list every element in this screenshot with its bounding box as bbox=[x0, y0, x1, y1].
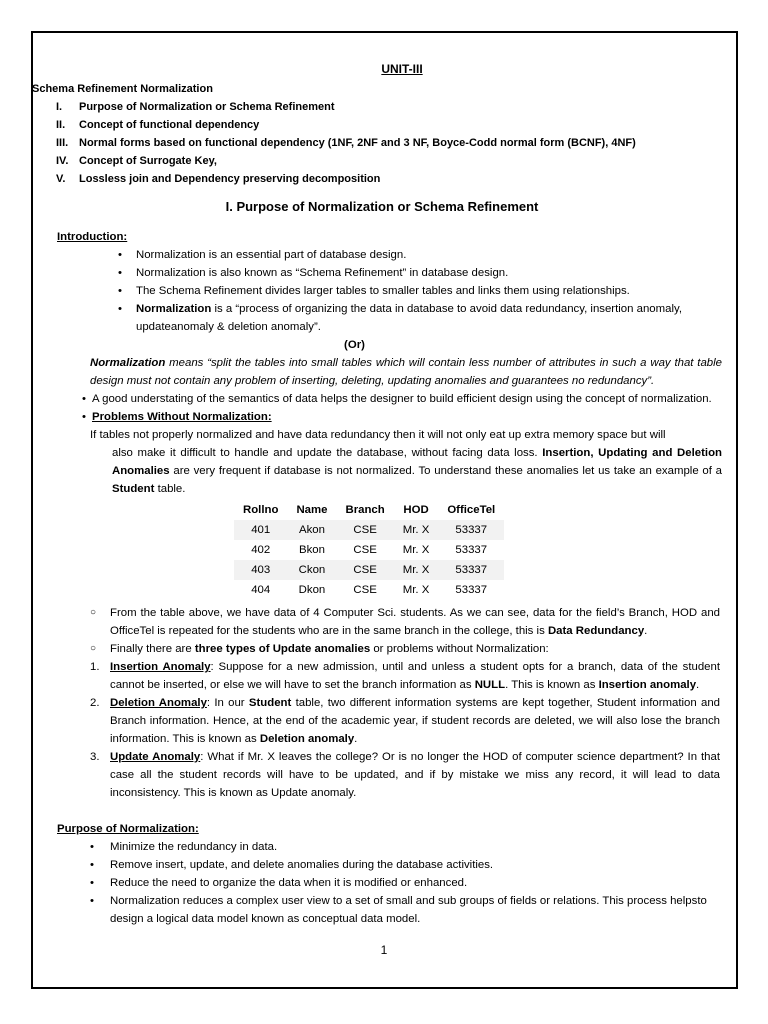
circle-bullet-icon: ○ bbox=[90, 643, 97, 654]
list-item: • Normalization reduces a complex user view to a set of small and sub groups of fields or relations. This process helpsto design a logical data model known as conceptual data model. bbox=[32, 892, 732, 928]
deletion-anomaly: 2. Deletion Anomaly: In our Student table, two different information systems are kept together, Student information and Branch information. Hence, at the end of the academic year, if student records are deleted, we will also lose the branch information. This is known as Deletion anomaly. bbox=[90, 697, 721, 745]
unit-title: UNIT-III bbox=[381, 62, 423, 76]
list-item: • Normalization is a “process of organizing the data in database to avoid data redundancy, insertion anomaly, updateanomaly & deletion anomaly”. bbox=[32, 300, 732, 336]
column-header: Branch bbox=[345, 504, 385, 516]
update-anomaly: 3. Update Anomaly: What if Mr. X leaves the college? Or is no longer the HOD of computer science department? In that case all the student records will have to be updated, and if by mistake we miss any record, it will lead to data inconsistency. This is known as Update anomaly. bbox=[90, 751, 720, 799]
purpose-heading: Purpose of Normalization: bbox=[57, 823, 199, 835]
definition-paragraph: Normalization means “split the tables into small tables which will contain less number of attributes in such a way that table design must not contain any problem of inserting, deleting, updating anomalies and guarantees no redundancy”. bbox=[90, 357, 722, 387]
list-item: • The Schema Refinement divides larger tables to smaller tables and links them using relationships. bbox=[32, 282, 732, 300]
problems-heading: Problems Without Normalization: bbox=[92, 411, 272, 423]
table-row: 402 Bkon CSE Mr. X 53337 bbox=[251, 544, 488, 556]
table-header-row bbox=[234, 500, 504, 520]
section-title: I. Purpose of Normalization or Schema Refinement bbox=[225, 199, 539, 214]
anomalies-intro: ○ Finally there are three types of Update anomalies or problems without Normalization: bbox=[32, 640, 732, 658]
table-row: 403 Ckon CSE Mr. X 53337 bbox=[234, 560, 504, 580]
insertion-anomaly: 1. Insertion Anomaly: Suppose for a new admission, until and unless a student opts for a branch, data of the student cannot be inserted, or else we will have to set the branch information as NULL. This is known as Insertion anomaly. bbox=[90, 661, 720, 691]
column-header: Rollno bbox=[243, 504, 279, 516]
toc-item: V. Lossless join and Dependency preserving decomposition bbox=[56, 173, 381, 185]
toc-list bbox=[32, 98, 732, 188]
toc-title: Schema Refinement Normalization bbox=[32, 83, 213, 95]
intro-bullets bbox=[32, 246, 732, 336]
toc-item: IV. Concept of Surrogate Key, bbox=[56, 155, 217, 167]
table-row: 401 Akon CSE Mr. X 53337 bbox=[234, 520, 504, 540]
circle-bullet-icon: ○ bbox=[90, 607, 97, 618]
list-item: • Normalization is also known as “Schema Refinement” in database design. bbox=[32, 264, 732, 282]
toc-item: I. Purpose of Normalization or Schema Refinement bbox=[56, 101, 335, 113]
list-item: • Normalization is an essential part of database design. bbox=[32, 246, 732, 264]
table-row: 404 Dkon CSE Mr. X 53337 bbox=[251, 584, 488, 596]
document-page bbox=[32, 60, 732, 928]
problems-paragraph: If tables not properly normalized and have data redundancy then it will not only eat up extra memory space but will also make it difficult to handle and update the database, without facing data loss. Insertion, Updating and Deletion Anomalies are very frequent if database is not normalized. To understand these anomalies let us take an example of a Student table. bbox=[90, 429, 722, 495]
column-header: HOD bbox=[403, 504, 429, 516]
bullet-icon: • bbox=[82, 411, 86, 423]
purpose-bullets bbox=[32, 838, 732, 928]
or-separator: (Or) bbox=[344, 339, 365, 351]
toc-item: II. Concept of functional dependency bbox=[56, 119, 260, 131]
introduction-heading: Introduction: bbox=[57, 231, 128, 243]
bullet-icon: • bbox=[82, 393, 86, 405]
problems-heading-row bbox=[32, 408, 732, 426]
semantics-paragraph: • A good understating of the semantics of data helps the designer to build efficient design using the concept of normalization. bbox=[32, 390, 732, 408]
page-number: 1 bbox=[380, 943, 388, 957]
list-item: • Reduce the need to organize the data when it is modified or enhanced. bbox=[32, 874, 732, 892]
list-item: • Remove insert, update, and delete anomalies during the database activities. bbox=[32, 856, 732, 874]
toc-item: III. Normal forms based on functional dependency (1NF, 2NF and 3 NF, Boyce-Codd normal form (BCNF), 4NF) bbox=[56, 137, 636, 149]
redundancy-paragraph: ○ From the table above, we have data of 4 Computer Sci. students. As we can see, data for the field’s Branch, HOD and OfficeTel is repeated for the students who are in the same branch in the college, this is Data Redundancy. bbox=[32, 604, 732, 640]
student-table bbox=[234, 500, 504, 600]
column-header: Name bbox=[296, 504, 328, 516]
column-header: OfficeTel bbox=[447, 504, 496, 516]
list-item: • Minimize the redundancy in data. bbox=[32, 838, 732, 856]
